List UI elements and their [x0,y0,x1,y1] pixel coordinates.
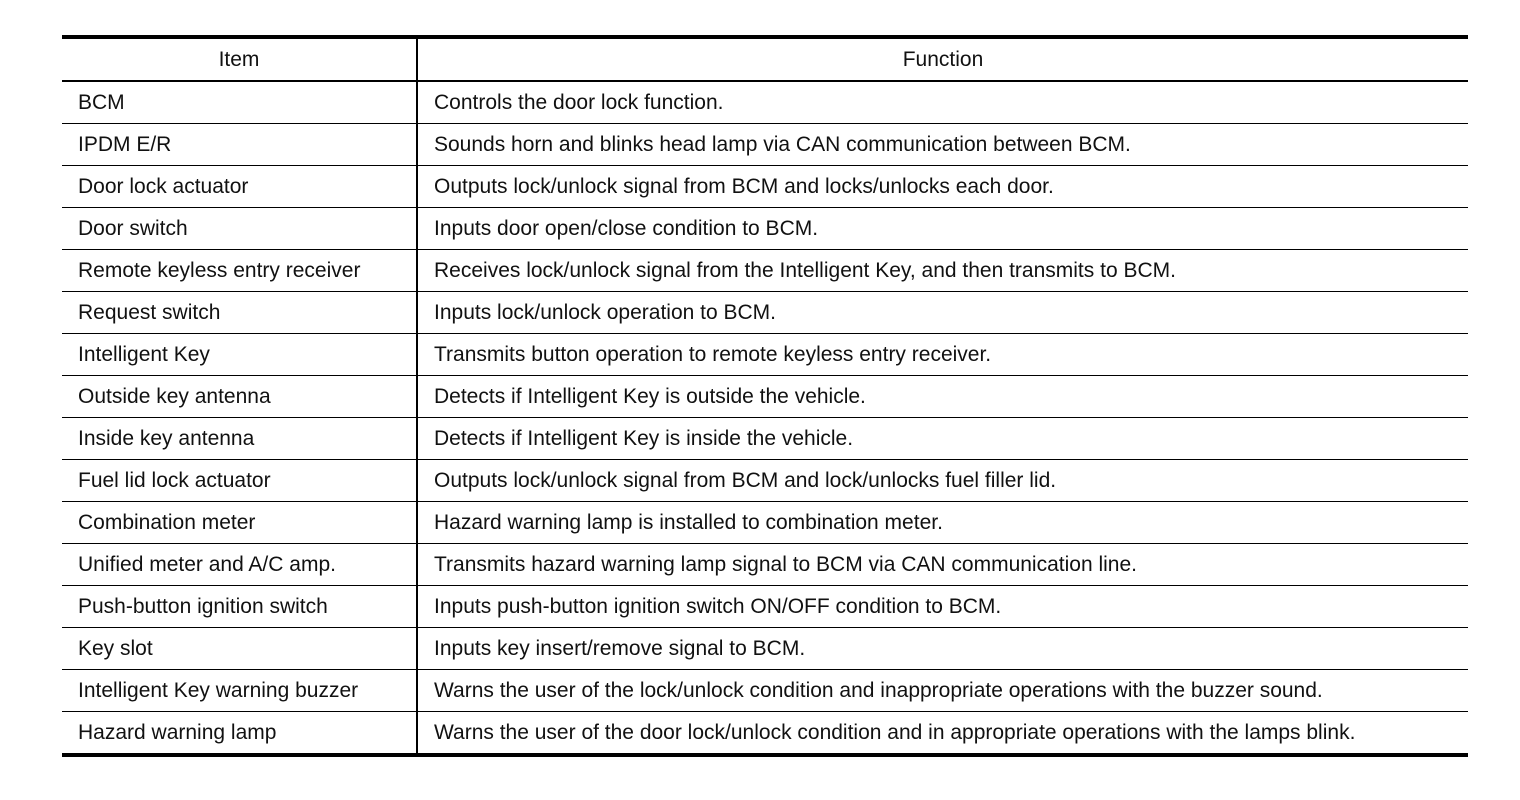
cell-function: Warns the user of the door lock/unlock condition and in appropriate operations with the lamps blink. [434,720,1356,744]
table-row [62,376,1468,418]
table-row [62,460,1468,502]
cell-function: Transmits hazard warning lamp signal to BCM via CAN communication line. [417,544,1468,586]
cell-item: Fuel lid lock actuator [62,460,417,502]
table-body [62,81,1468,755]
cell-item: Intelligent Key [62,334,417,376]
component-function-table [62,35,1468,757]
table-row [62,334,1468,376]
cell-item: Request switch [62,292,417,334]
table-row [62,544,1468,586]
table-row [62,418,1468,460]
table-row [62,250,1468,292]
table-row [62,81,1468,124]
header-row [62,37,1468,81]
cell-item: Push-button ignition switch [62,586,417,628]
cell-item: Inside key antenna [62,418,417,460]
cell-item: Door switch [62,208,417,250]
cell-item: Unified meter and A/C amp. [62,544,417,586]
table-row [62,586,1468,628]
cell-function: Sounds horn and blinks head lamp via CAN communication between BCM. [417,124,1468,166]
cell-function: Outputs lock/unlock signal from BCM and locks/unlocks each door. [417,166,1468,208]
cell-function: Warns the user of the lock/unlock condition and inappropriate operations with the buzzer sound. [417,670,1468,712]
cell-item: IPDM E/R [62,124,417,166]
cell-function: Detects if Intelligent Key is inside the vehicle. [417,418,1468,460]
cell-function: Inputs push-button ignition switch ON/OFF condition to BCM. [417,586,1468,628]
cell-item: Combination meter [62,502,417,544]
header-function: Function [417,37,1468,81]
table-row [62,166,1468,208]
cell-function: Hazard warning lamp is installed to combination meter. [417,502,1468,544]
table-row [62,670,1468,712]
cell-item: Door lock actuator [62,166,417,208]
table-row [62,292,1468,334]
cell-function: Transmits button operation to remote keyless entry receiver. [417,334,1468,376]
table-row [62,628,1468,670]
cell-function: Outputs lock/unlock signal from BCM and lock/unlocks fuel filler lid. [417,460,1468,502]
table-row [62,712,1468,756]
cell-function: Receives lock/unlock signal from the Intelligent Key, and then transmits to BCM. [417,250,1468,292]
cell-function: Controls the door lock function. [417,81,1468,124]
cell-function: Inputs lock/unlock operation to BCM. [417,292,1468,334]
cell-item: Hazard warning lamp [62,712,417,756]
cell-item: BCM [62,81,417,124]
table-row [62,124,1468,166]
cell-item: Remote keyless entry receiver [62,250,417,292]
cell-item: Outside key antenna [62,376,417,418]
cell-item: Key slot [62,628,417,670]
table-row [62,208,1468,250]
cell-function: Inputs door open/close condition to BCM. [417,208,1468,250]
cell-item: Intelligent Key warning buzzer [62,670,417,712]
cell-function: Inputs key insert/remove signal to BCM. [417,628,1468,670]
table-row [62,502,1468,544]
cell-function: Detects if Intelligent Key is outside the vehicle. [417,376,1468,418]
table-header [62,37,1468,81]
header-item: Item [62,37,417,81]
